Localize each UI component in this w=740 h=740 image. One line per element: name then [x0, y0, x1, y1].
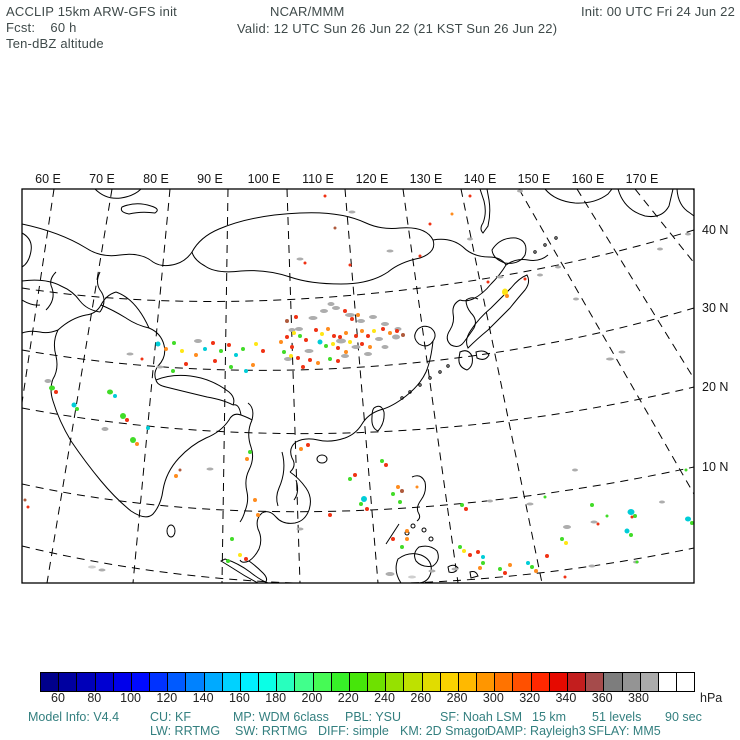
echo-blob: [336, 346, 340, 350]
echo-blob: [179, 469, 182, 472]
echo-blob: [328, 357, 332, 361]
echo-blob: [478, 566, 482, 570]
echo-blob: [324, 344, 328, 348]
lon-label: 110 E: [302, 172, 334, 186]
lon-label: 60 E: [35, 172, 61, 186]
echo-blob: [336, 339, 346, 344]
colorbar-tick: 380: [628, 691, 649, 705]
lon-label: 160 E: [571, 172, 605, 186]
colorbar-cell: [277, 673, 295, 691]
echo-blob: [336, 359, 340, 363]
echo-blob: [366, 334, 370, 338]
echo-blob: [387, 250, 394, 253]
colorbar-cell: [368, 673, 386, 691]
colorbar-cell: [423, 673, 441, 691]
echo-blob: [320, 332, 324, 336]
colorbar-tick: 200: [301, 691, 323, 705]
echo-blob: [308, 358, 312, 362]
echo-blob: [324, 195, 327, 198]
echo-blob: [359, 502, 363, 506]
colorbar-cell: [586, 673, 604, 691]
colorbar-tick: 180: [265, 691, 287, 705]
echo-blob: [597, 523, 600, 526]
echo-blob: [320, 309, 328, 313]
echo-blob: [476, 550, 480, 554]
field-name: Ten-dBZ altitude: [6, 36, 104, 51]
echo-blob: [341, 354, 349, 358]
lon-label: 100 E: [247, 172, 281, 186]
colorbar-cell: [150, 673, 168, 691]
echo-blob: [391, 492, 395, 496]
echo-blob: [348, 340, 352, 344]
echo-blob: [498, 567, 502, 571]
echo-blob: [526, 561, 530, 565]
valid-time: Valid: 12 UTC Sun 26 Jun 22 (21 KST Sun 26 Jun 22): [237, 21, 558, 36]
model-info-item: 51 levels: [592, 710, 642, 724]
model-info-item: DAMP: Rayleigh3: [487, 724, 586, 738]
echo-blob: [113, 394, 117, 398]
model-info-item: SFLAY: MM5: [588, 724, 661, 738]
echo-blob: [564, 541, 568, 545]
echo-blob: [572, 469, 578, 472]
echo-blob: [328, 302, 335, 306]
echo-blob: [555, 266, 561, 269]
echo-blob: [343, 309, 347, 313]
echo-blob: [164, 347, 168, 351]
echo-blob: [251, 363, 255, 367]
echo-blob: [211, 341, 215, 345]
echo-blob: [633, 514, 637, 518]
lat-label: 30 N: [702, 301, 729, 315]
model-info-item: Model Info: V4.4: [28, 710, 120, 724]
echo-blob: [356, 313, 360, 317]
echo-blob: [400, 545, 404, 549]
echo-blob: [75, 407, 79, 411]
echo-blob: [460, 503, 464, 507]
echo-blob: [400, 489, 404, 493]
echo-blob: [508, 563, 512, 567]
echo-blob: [344, 350, 348, 354]
echo-blob: [685, 233, 691, 236]
echo-blob: [184, 362, 188, 366]
echo-blob: [345, 313, 355, 317]
echo-blob: [631, 516, 634, 519]
echo-blob: [560, 537, 564, 541]
echo-blob: [352, 345, 361, 349]
echo-blob: [349, 211, 356, 214]
echo-blob: [629, 533, 633, 537]
echo-blob: [157, 366, 164, 369]
lon-label: 120 E: [355, 172, 389, 186]
echo-blob: [248, 450, 252, 454]
model-info-item: SF: Noah LSM: [440, 710, 522, 724]
echo-blob: [285, 319, 289, 323]
lon-label: 70 E: [89, 172, 115, 186]
echo-blob: [120, 413, 126, 419]
echo-blob: [261, 349, 265, 353]
echo-blob: [365, 507, 369, 511]
echo-blob: [451, 213, 454, 216]
map-frame: [22, 189, 694, 583]
echo-blob: [375, 337, 383, 341]
colorbar-tick: 80: [87, 691, 102, 705]
colorbar-tick: 100: [120, 691, 141, 705]
echo-blob: [304, 262, 307, 265]
echo-blob: [619, 351, 626, 354]
model-info-item: 90 sec: [665, 710, 702, 724]
echo-blob: [416, 486, 419, 489]
echo-blob: [172, 341, 176, 345]
echo-blob: [659, 501, 665, 504]
forecast-hour: Fcst: 60 h: [6, 20, 77, 35]
echo-blob: [487, 500, 493, 503]
echo-blob: [497, 276, 504, 279]
echo-blob: [141, 358, 144, 361]
echo-blob: [395, 329, 399, 333]
colorbar-tick: 220: [337, 691, 359, 705]
colorbar-cell: [96, 673, 114, 691]
model-info-item: LW: RRTMG: [150, 724, 221, 738]
colorbar-tick: 360: [591, 691, 613, 705]
echo-blob: [207, 468, 214, 471]
lat-label: 40 N: [702, 223, 729, 237]
echo-blob: [429, 570, 436, 573]
echo-blob: [304, 338, 308, 342]
echo-blob: [350, 317, 354, 321]
echo-blob: [292, 331, 296, 335]
model-info-item: SW: RRTMG: [235, 724, 308, 738]
echo-blob: [301, 365, 305, 369]
echo-blob: [636, 561, 639, 564]
echo-blob: [156, 342, 161, 347]
echo-blob: [294, 315, 298, 319]
echo-blob: [194, 339, 202, 343]
echo-blob: [606, 515, 609, 518]
echo-blob: [625, 529, 630, 534]
colorbar-cell: [568, 673, 586, 691]
echo-blob: [685, 517, 691, 522]
echo-blob: [332, 334, 336, 338]
echo-blob: [368, 345, 372, 349]
echo-blob: [537, 274, 543, 277]
echo-blob: [285, 335, 289, 339]
echo-blob: [458, 545, 462, 549]
echo-blob: [295, 327, 303, 331]
colorbar-tick: 320: [519, 691, 541, 705]
colorbar-cell: [77, 673, 95, 691]
echo-blob: [244, 369, 248, 373]
graticule-lines: [0, 189, 740, 584]
echo-blob: [357, 319, 365, 323]
echo-blob: [332, 306, 340, 310]
echo-blob: [386, 572, 395, 576]
echo-blob: [289, 354, 293, 358]
echo-blob: [606, 358, 614, 361]
echo-blob: [102, 427, 109, 431]
echo-blob: [467, 238, 473, 241]
echo-blob: [203, 347, 207, 351]
lon-label: 140 E: [463, 172, 497, 186]
echo-blob: [244, 557, 248, 561]
echo-blob: [348, 477, 352, 481]
lon-label: 80 E: [143, 172, 169, 186]
echo-blob: [398, 500, 402, 504]
lon-label: 150 E: [517, 172, 551, 186]
echo-blob: [107, 390, 113, 395]
colorbar-cell: [404, 673, 422, 691]
echo-blob: [564, 576, 567, 579]
echo-blob: [282, 350, 286, 354]
echo-blob: [309, 316, 318, 320]
init-time: Init: 00 UTC Fri 24 Jun 22: [580, 4, 735, 19]
echo-blob: [306, 443, 310, 447]
echo-blob: [45, 379, 52, 383]
echo-blob: [505, 294, 509, 298]
colorbar-cell: [259, 673, 277, 691]
echo-blob: [573, 298, 579, 301]
echo-blob: [462, 549, 466, 553]
echo-blob: [685, 469, 688, 472]
coastlines: [22, 189, 694, 583]
org-name: NCAR/MMM: [270, 4, 345, 19]
echo-blob: [331, 342, 335, 346]
echo-blob: [452, 568, 459, 571]
colorbar-tick: 280: [446, 691, 468, 705]
echo-blob: [296, 356, 300, 360]
echo-blob: [297, 528, 304, 531]
colorbar-tick: 120: [156, 691, 178, 705]
colorbar: [40, 672, 695, 692]
colorbar-tick: 60: [51, 691, 65, 705]
colorbar-cell: [350, 673, 368, 691]
echo-blob: [130, 437, 136, 443]
lat-label: 10 N: [702, 460, 729, 474]
echo-blob: [305, 349, 314, 353]
colorbar-cell: [532, 673, 550, 691]
echo-blob: [290, 345, 294, 349]
colorbar-cell: [241, 673, 259, 691]
echo-blob: [360, 342, 364, 346]
echo-blob: [381, 322, 389, 326]
colorbar-cell: [59, 673, 77, 691]
echo-blob: [316, 361, 320, 365]
echo-blob: [72, 403, 77, 408]
echo-blob: [256, 513, 260, 517]
colorbar-cell: [550, 673, 568, 691]
echo-blob: [326, 327, 330, 331]
echo-blob: [49, 386, 55, 391]
echo-blob: [135, 442, 139, 446]
echo-blob: [530, 565, 534, 569]
echo-blob: [180, 349, 184, 353]
echo-blob: [254, 342, 258, 346]
echo-blob: [226, 559, 230, 563]
echo-blob: [54, 390, 58, 394]
colorbar-cell: [513, 673, 531, 691]
echo-blob: [401, 333, 405, 337]
echo-blob: [481, 555, 485, 559]
echo-blob: [88, 566, 96, 569]
echo-blob: [524, 278, 527, 281]
echo-blob: [361, 496, 367, 502]
colorbar-cell: [168, 673, 186, 691]
echo-blob: [230, 537, 234, 541]
echo-blob: [464, 507, 468, 511]
echo-blob: [563, 525, 571, 529]
echo-blob: [334, 227, 337, 230]
echo-blob: [628, 509, 635, 515]
echo-blob: [396, 485, 400, 489]
colorbar-cell: [441, 673, 459, 691]
echo-blob: [590, 503, 594, 507]
model-info-item: MP: WDM 6class: [233, 710, 329, 724]
echo-blob: [229, 365, 233, 369]
colorbar-cell: [41, 673, 59, 691]
echo-blob: [234, 353, 238, 357]
echo-blob: [392, 335, 400, 340]
colorbar-cell: [132, 673, 150, 691]
echo-blob: [527, 503, 534, 506]
echo-blob: [354, 334, 358, 338]
echo-blob: [125, 418, 129, 422]
colorbar-cell: [659, 673, 677, 691]
echo-blob: [171, 369, 175, 373]
colorbar-tick: 300: [482, 691, 504, 705]
echo-blob: [146, 426, 150, 430]
colorbar-cell: [623, 673, 641, 691]
echo-blob: [429, 223, 432, 226]
colorbar-cell: [332, 673, 350, 691]
echo-blob: [24, 499, 27, 502]
echo-blob: [279, 340, 283, 344]
echo-blob: [314, 328, 318, 332]
colorbar-tick: 160: [228, 691, 250, 705]
echo-blob: [534, 569, 538, 573]
echo-blob: [241, 347, 245, 351]
colorbar-cell: [495, 673, 513, 691]
echo-blob: [369, 315, 377, 319]
echo-blob: [318, 340, 323, 345]
colorbar-cell: [186, 673, 204, 691]
lon-label: 170 E: [625, 172, 659, 186]
plot-title: ACCLIP 15km ARW-GFS init: [6, 4, 177, 19]
echo-blob: [544, 496, 547, 499]
echo-blob: [344, 331, 348, 335]
echo-blob: [253, 498, 257, 502]
model-info-item: DIFF: simple: [318, 724, 389, 738]
echo-blob: [469, 195, 472, 198]
echo-blob: [405, 529, 409, 533]
echo-blob: [238, 553, 242, 557]
echo-blob: [381, 327, 385, 331]
lon-label: 130 E: [409, 172, 443, 186]
echo-blob: [384, 463, 388, 467]
echo-blob: [245, 457, 249, 461]
colorbar-cell: [223, 673, 241, 691]
echo-top-blobs: [24, 190, 695, 579]
lat-label: 20 N: [702, 380, 729, 394]
echo-blob: [380, 459, 384, 463]
colorbar-cell: [641, 673, 659, 691]
colorbar-tick: 240: [374, 691, 395, 705]
colorbar-cell: [459, 673, 477, 691]
colorbar-cell: [477, 673, 495, 691]
echo-blob: [127, 353, 134, 356]
echo-blob: [360, 329, 364, 333]
echo-blob: [227, 343, 231, 347]
echo-blob: [408, 576, 416, 579]
echo-blob: [517, 190, 523, 193]
echo-blob: [372, 329, 376, 333]
echo-blob: [405, 537, 409, 541]
colorbar-cell: [314, 673, 332, 691]
echo-blob: [99, 569, 106, 572]
echo-blob: [419, 255, 422, 258]
echo-blob: [349, 264, 352, 267]
echo-blob: [503, 571, 507, 575]
echo-blob: [487, 281, 490, 284]
colorbar-unit: hPa: [700, 691, 723, 705]
echo-blob: [213, 359, 217, 363]
echo-blob: [194, 353, 198, 357]
echo-blob: [589, 565, 596, 568]
echo-blob: [591, 521, 598, 524]
colorbar-cell: [205, 673, 223, 691]
echo-blob: [219, 349, 223, 353]
colorbar-cell: [677, 673, 694, 691]
lon-label: 90 E: [197, 172, 223, 186]
colorbar-tick: 260: [410, 691, 432, 705]
colorbar-cell: [604, 673, 622, 691]
echo-blob: [364, 352, 372, 356]
colorbar-tick: 140: [192, 691, 214, 705]
echo-blob: [657, 248, 663, 251]
echo-blob: [297, 258, 304, 261]
echo-blob: [481, 561, 485, 565]
colorbar-cell: [295, 673, 313, 691]
model-info-item: PBL: YSU: [345, 710, 402, 724]
echo-blob: [391, 537, 395, 541]
model-info-item: CU: KF: [150, 710, 191, 724]
model-info-item: KM: 2D Smagor: [400, 724, 489, 738]
echo-blob: [353, 473, 357, 477]
echo-blob: [299, 447, 303, 451]
echo-blob: [382, 345, 389, 349]
colorbar-tick: 340: [555, 691, 577, 705]
echo-blob: [338, 335, 342, 339]
echo-blob: [328, 513, 332, 517]
echo-blob: [27, 506, 30, 509]
echo-blob: [468, 553, 472, 557]
echo-blob: [545, 554, 549, 558]
model-info-item: 15 km: [532, 710, 567, 724]
colorbar-cell: [114, 673, 132, 691]
echo-blob: [388, 331, 392, 335]
echo-blob: [174, 474, 178, 478]
echo-blob: [298, 334, 302, 338]
colorbar-cell: [386, 673, 404, 691]
